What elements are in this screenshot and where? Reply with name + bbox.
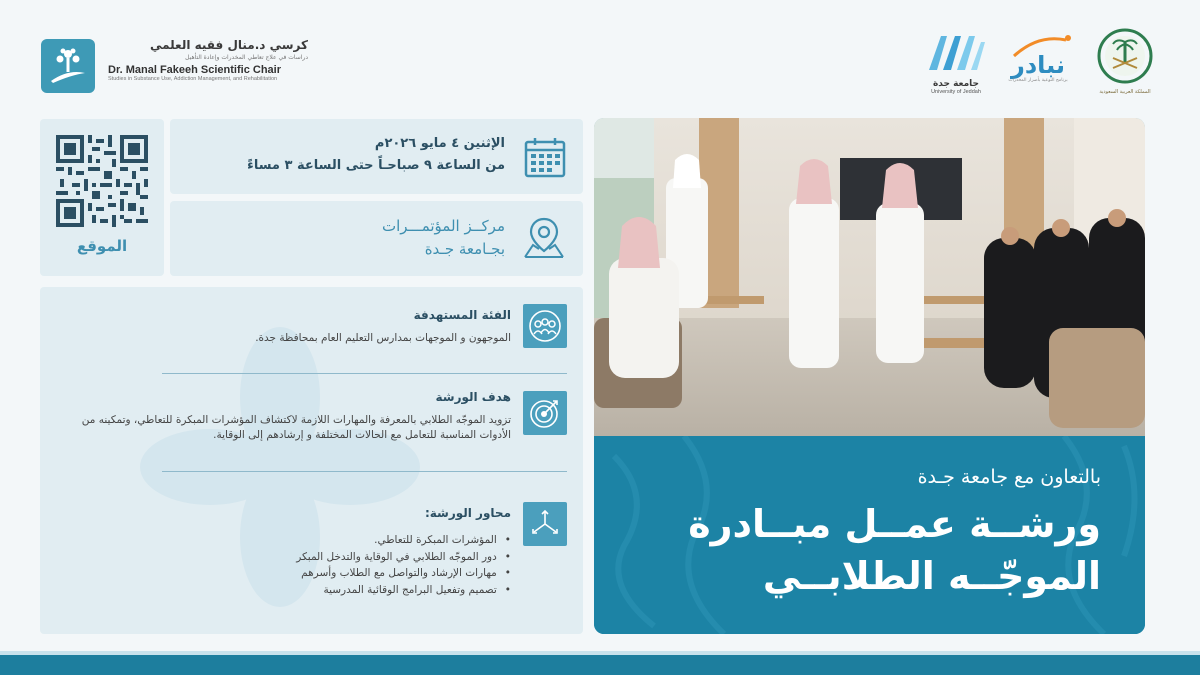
date-card xyxy=(170,119,583,194)
ministry-subtitle: المملكة العربية السعودية xyxy=(1099,89,1151,95)
uj-name-ar: جامعة جدة xyxy=(932,79,980,89)
goal-title: هدف الورشة xyxy=(435,390,511,404)
target-icon xyxy=(523,391,567,435)
nabader-subtitle: برنامج التوعية بأضرار المخدرات xyxy=(1008,78,1068,83)
collaboration-line: بالتعاون مع جامعة جـدة xyxy=(917,466,1101,488)
list-item: • مهارات الإرشاد والتواصل مع الطلاب وأسرهم xyxy=(296,565,511,582)
target-text: الموجهون و الموجهات بمدارس التعليم العام بمحافظة جدة. xyxy=(255,332,511,344)
nabader-logo xyxy=(1000,30,1076,102)
qr-card xyxy=(40,119,164,276)
ministry-logo xyxy=(1095,28,1155,100)
event-date: الإثنين ٤ مايو ٢٠٢٦م xyxy=(374,136,505,151)
event-time: من الساعة ٩ صباحـاً حتى الساعة ٣ مساءً xyxy=(247,158,505,173)
goal-text: تزويد الموجّه الطلابي بالمعرفة والمهارات اللازمة لاكتشاف المؤشرات المبكرة للتعاطي، وتمكينه من الأدوات المناسبة للتعامل مع الحالات المختلفة و إرشادهم إلى الوقاية. xyxy=(81,414,511,441)
venue-place: بجـامعة جـدة xyxy=(424,240,505,258)
axes-list xyxy=(296,532,511,598)
nabader-arc-icon xyxy=(1008,30,1074,60)
workshop-info-card xyxy=(40,287,583,634)
tree-icon xyxy=(41,39,95,93)
list-item: • تصميم وتفعيل البرامج الوقائية المدرسية xyxy=(296,582,511,599)
calendar-icon xyxy=(523,135,567,179)
chair-title-ar: كرسي د.منال فقيه العلمي xyxy=(149,38,308,52)
divider xyxy=(162,373,567,374)
group-icon xyxy=(523,304,567,348)
workshop-title-line1: ورشــة عمــل مبــادرة xyxy=(688,502,1101,546)
map-pin-icon xyxy=(521,215,567,261)
target-title: الفئة المستهدفة xyxy=(413,308,511,322)
hero-title-block xyxy=(594,436,1145,634)
uj-name-en: University of Jeddah xyxy=(931,89,981,95)
divider xyxy=(162,471,567,472)
venue-name: مركــز المؤتمـــرات xyxy=(381,217,505,235)
target-icon-box xyxy=(523,391,567,435)
university-of-jeddah-logo xyxy=(923,30,989,102)
list-item: • دور الموجّه الطلابي في الوقاية والتدخل المبكر xyxy=(296,549,511,566)
footer-bar xyxy=(0,655,1200,675)
location-card xyxy=(170,201,583,276)
qr-code[interactable] xyxy=(56,135,148,227)
axes-title: محاور الورشة: xyxy=(424,506,511,520)
chair-title-en: Dr. Manal Fakeeh Scientific Chair xyxy=(108,64,282,76)
chair-subtitle-en: Studies in Substance Use, Addiction Management, and Rehabilitation xyxy=(108,76,278,82)
workshop-title-line2: الموجّــه الطلابــي xyxy=(762,554,1101,598)
workshop-photo xyxy=(594,118,1145,436)
chair-logo xyxy=(41,39,95,93)
group-icon-box xyxy=(523,304,567,348)
axes-icon-box xyxy=(523,502,567,546)
hero-panel xyxy=(594,118,1145,634)
axes-icon xyxy=(523,502,567,546)
nabader-wordmark: نبادر xyxy=(1011,51,1065,79)
chair-title-block xyxy=(108,38,308,82)
qr-label: الموقع xyxy=(76,237,128,255)
list-item: • المؤشرات المبكرة للتعاطي. xyxy=(296,532,511,549)
chair-subtitle-ar: دراسات في علاج تعاطي المخدرات وإعادة التأهيل xyxy=(185,54,308,61)
palm-swords-emblem-icon xyxy=(1095,28,1155,84)
uj-emblem-icon xyxy=(923,30,989,74)
